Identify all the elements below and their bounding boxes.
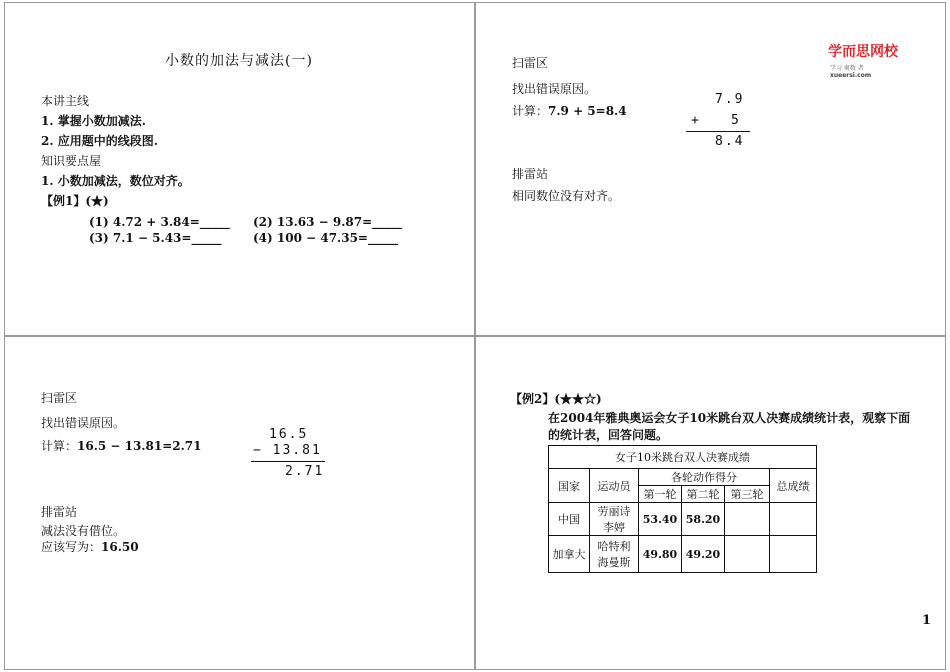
slide-title: 小数的加法与减法(一) [165, 53, 313, 69]
slide-2 [475, 2, 946, 336]
correction-value: 16.50 [101, 540, 139, 554]
cell-round-2: 58.20 [682, 503, 725, 536]
main-line-item-2: 2. 应用题中的线段图. [41, 134, 158, 148]
prompt-text: 找出错误原因。 [512, 82, 597, 96]
header-round-1: 第一轮 [639, 486, 682, 503]
problem-3: (3) 7.1 − 5.43=_____ [89, 231, 222, 245]
vertical-top-number: 7.9 [715, 92, 745, 107]
vertical-result: 8.4 [715, 134, 745, 149]
cell-athletes [590, 536, 639, 573]
vertical-second-line: − 13.81 [253, 443, 322, 458]
table-row [549, 503, 817, 536]
calc-line [41, 438, 202, 454]
logo-text: 学而思网校 [828, 44, 898, 60]
description-line-1: 在2004年雅典奥运会女子10米跳台双人决赛成绩统计表，观察下面 [548, 411, 911, 425]
logo-subtitle-cn: 学习 奥数 者 [830, 64, 864, 72]
calc-line [512, 103, 627, 119]
station-heading: 排雷站 [41, 505, 78, 519]
header-round-3: 第三轮 [725, 486, 770, 503]
slide-4 [475, 336, 946, 670]
cell-round-3 [725, 536, 770, 573]
problem-1: (1) 4.72 + 3.84=_____ [89, 215, 230, 229]
header-total: 总成绩 [770, 469, 817, 503]
athlete-name: 海曼斯 [597, 556, 631, 569]
cell-athletes [590, 503, 639, 536]
key-point-1: 1. 小数加减法，数位对齐。 [41, 174, 190, 188]
vertical-difference-line [251, 461, 325, 462]
calc-label: 计算： [41, 439, 78, 453]
vertical-top-number: 16.5 [269, 427, 309, 442]
cell-total [770, 536, 817, 573]
cell-total [770, 503, 817, 536]
problem-4: (4) 100 − 47.35=_____ [253, 231, 398, 245]
section-heading: 扫雷区 [41, 391, 78, 405]
page-number: 1 [922, 613, 932, 628]
description-line-2: 的统计表，回答问题。 [548, 428, 669, 442]
table-caption: 女子10米跳台双人决赛成绩 [549, 446, 817, 469]
prompt-text: 找出错误原因。 [41, 416, 126, 430]
main-line-heading: 本讲主线 [41, 94, 90, 108]
problem-2: (2) 13.63 − 9.87=_____ [253, 215, 403, 229]
vertical-result: 2.71 [285, 464, 325, 479]
header-round-2: 第二轮 [682, 486, 725, 503]
correction-label: 应该写为： [41, 540, 102, 554]
calc-expression: 7.9 + 5=8.4 [548, 104, 627, 118]
calc-expression: 16.5 − 13.81=2.71 [77, 439, 202, 453]
athlete-name: 哈特利 [597, 540, 631, 553]
table-row [549, 536, 817, 573]
header-athletes: 运动员 [590, 469, 639, 503]
explanation-text: 减法没有借位。 [41, 524, 126, 538]
calc-label: 计算： [512, 104, 549, 118]
vertical-sum-line [686, 131, 750, 132]
key-points-heading: 知识要点屋 [41, 154, 102, 168]
example-1-label: 【例1】(★) [41, 194, 109, 208]
cell-round-1: 53.40 [639, 503, 682, 536]
cell-country: 中国 [549, 503, 590, 536]
section-heading: 扫雷区 [512, 56, 549, 70]
cell-round-2: 49.20 [682, 536, 725, 573]
vertical-second-number: 5 [731, 113, 741, 128]
vertical-operator: + [691, 113, 701, 128]
explanation-text: 相同数位没有对齐。 [512, 189, 621, 203]
header-country: 国家 [549, 469, 590, 503]
cell-country: 加拿大 [549, 536, 590, 573]
header-rounds-group: 各轮动作得分 [639, 469, 770, 486]
correction-line [41, 539, 139, 555]
example-2-label: 【例2】(★★☆) [510, 392, 602, 406]
score-table [548, 445, 817, 573]
xueersi-logo [828, 41, 945, 80]
slide-1 [4, 2, 475, 336]
athlete-name: 劳丽诗 [597, 505, 631, 518]
logo-subtitle-en: xueersi.com [830, 71, 872, 79]
station-heading: 排雷站 [512, 167, 549, 181]
slide-3 [4, 336, 475, 670]
athlete-name: 李婷 [603, 521, 625, 534]
cell-round-3 [725, 503, 770, 536]
main-line-item-1: 1. 掌握小数加减法. [41, 114, 146, 128]
cell-round-1: 49.80 [639, 536, 682, 573]
